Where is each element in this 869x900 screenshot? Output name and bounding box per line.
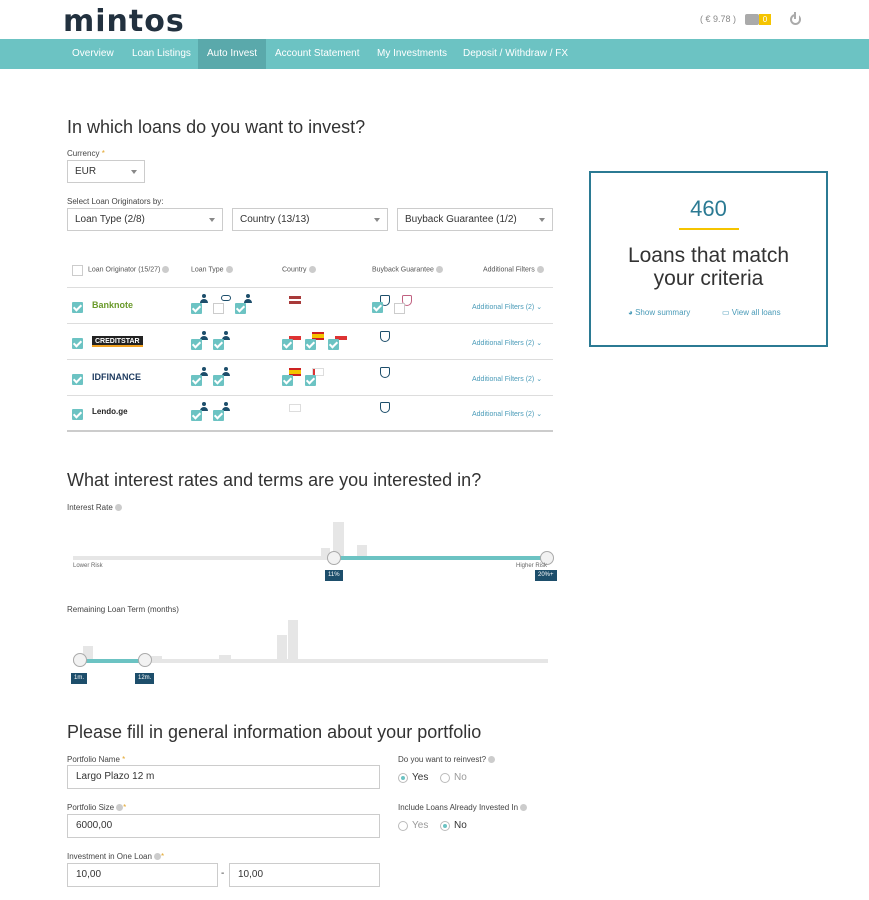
nav-deposit-withdraw[interactable]: Deposit / Withdraw / FX [463,48,569,59]
included-yes-radio[interactable] [398,821,408,831]
info-icon[interactable] [115,504,122,511]
loan-type-checkbox[interactable] [191,339,202,350]
term-min-handle[interactable] [73,653,87,667]
buyback-checkbox[interactable] [394,303,405,314]
divider [67,359,553,360]
info-icon[interactable] [154,853,161,860]
higher-risk-label: Higher Risk [516,563,548,569]
range-separator: - [221,868,225,879]
buyback-filter[interactable]: Buyback Guarantee (1/2) [397,208,553,231]
match-count: 460 [690,196,727,221]
nav-overview[interactable]: Overview [72,48,114,59]
col-country: Country [282,266,316,273]
mintos-logo[interactable]: mintos [63,4,185,39]
additional-filters-link[interactable]: Additional Filters (2) ⌄ [472,340,543,347]
portfolio-size-label: Portfolio Size * [67,803,127,812]
reinvest-label: Do you want to reinvest? [398,755,495,764]
portfolio-name-label: Portfolio Name * [67,755,126,764]
chevron-down-icon [131,170,137,174]
interest-max-tag: 20%+ [535,570,557,581]
col-additional-filters: Additional Filters [483,266,544,273]
col-loan-originator: Loan Originator (15/27) [88,266,169,273]
country-checkbox[interactable] [282,339,293,350]
loan-type-checkbox[interactable] [213,303,224,314]
main-nav [0,39,869,69]
included-yes-label[interactable]: Yes [412,820,429,831]
interest-rate-range [334,556,547,560]
col-loan-type: Loan Type [191,266,233,273]
country-checkbox[interactable] [282,375,293,386]
info-icon[interactable] [162,266,169,273]
loan-type-checkbox[interactable] [213,375,224,386]
section-title-loans: In which loans do you want to invest? [67,117,366,137]
included-label: Include Loans Already Invested In [398,803,527,812]
match-text: Loans that match your criteria [627,244,790,290]
info-icon[interactable] [488,756,495,763]
country-checkbox[interactable] [305,375,316,386]
lower-risk-label: Lower Risk [73,563,103,569]
chevron-down-icon [539,218,545,222]
portfolio-size-input[interactable]: 6000,00 [67,814,380,838]
select-all-checkbox[interactable] [72,265,83,276]
nav-loan-listings[interactable]: Loan Listings [132,48,191,59]
country-flag-icon [289,404,301,412]
shield-icon [380,402,390,413]
originator-checkbox[interactable] [72,302,83,313]
country-checkbox[interactable] [328,339,339,350]
portfolio-name-input[interactable]: Largo Plazo 12 m [67,765,380,789]
investment-label: Investment in One Loan * [67,852,165,861]
shield-icon [380,331,390,342]
interest-min-handle[interactable] [327,551,341,565]
currency-select[interactable]: EUR [67,160,145,183]
count-underline [679,228,739,230]
loan-type-checkbox[interactable] [213,410,224,421]
col-buyback: Buyback Guarantee [372,266,443,273]
currency-label: Currency * [67,149,105,158]
view-all-loans-link[interactable]: ▭ View all loans [722,308,781,317]
term-max-tag: 12m. [135,673,154,684]
divider [67,395,553,396]
country-checkbox[interactable] [305,339,316,350]
country-filter[interactable]: Country (13/13) [232,208,388,231]
term-min-tag: 1m. [71,673,87,684]
section-title-rates: What interest rates and terms are you interested in? [67,470,482,490]
originator-checkbox[interactable] [72,374,83,385]
wallet-icon[interactable] [745,14,759,25]
investment-max-input[interactable]: 10,00 [229,863,380,887]
interest-rate-label: Interest Rate [67,503,122,512]
account-balance: ( € 9.78 ) [700,14,737,24]
logout-power-icon[interactable] [790,14,801,25]
originator-checkbox[interactable] [72,338,83,349]
divider [67,323,553,324]
loan-type-checkbox[interactable] [191,410,202,421]
wallet-count-badge: 0 [759,14,771,25]
pie-chart-icon: ◕ [628,308,633,317]
included-no-radio[interactable] [440,821,450,831]
additional-filters-link[interactable]: Additional Filters (2) ⌄ [472,411,543,418]
reinvest-yes-radio[interactable] [398,773,408,783]
investment-min-input[interactable]: 10,00 [67,863,218,887]
included-no-label[interactable]: No [454,820,467,831]
loan-type-checkbox[interactable] [213,339,224,350]
term-range [80,659,145,663]
loan-type-filter[interactable]: Loan Type (2/8) [67,208,223,231]
nav-auto-invest[interactable]: Auto Invest [198,39,266,69]
interest-min-tag: 11% [325,570,343,581]
country-flag-icon [289,296,301,304]
reinvest-no-label[interactable]: No [454,772,467,783]
list-icon: ▭ [722,308,730,317]
info-icon[interactable] [309,266,316,273]
loan-type-checkbox[interactable] [235,303,246,314]
show-summary-link[interactable]: ◕ Show summary [628,308,691,317]
additional-filters-link[interactable]: Additional Filters (2) ⌄ [472,304,543,311]
reinvest-yes-label[interactable]: Yes [412,772,429,783]
nav-account-statement[interactable]: Account Statement [275,48,360,59]
histogram-bar [288,620,298,660]
originator-checkbox[interactable] [72,409,83,420]
info-icon[interactable] [537,266,544,273]
info-icon[interactable] [436,266,443,273]
term-label: Remaining Loan Term (months) [67,605,179,614]
loan-type-icon [221,295,231,301]
histogram-bar [277,635,287,660]
originator-logo-creditstar: CREDITSTAR [92,336,143,347]
select-by-label: Select Loan Originators by: [67,197,164,206]
chevron-down-icon [374,218,380,222]
info-icon[interactable] [226,266,233,273]
divider [67,430,553,432]
nav-my-investments[interactable]: My Investments [377,48,448,59]
loan-type-checkbox[interactable] [191,303,202,314]
loan-type-checkbox[interactable] [191,375,202,386]
section-title-portfolio: Please fill in general information about your portfolio [67,722,482,742]
additional-filters-link[interactable]: Additional Filters (2) ⌄ [472,376,543,383]
divider [67,287,553,288]
reinvest-no-radio[interactable] [440,773,450,783]
term-max-handle[interactable] [138,653,152,667]
info-icon[interactable] [520,804,527,811]
originator-logo-idfinance: IDFINANCE [92,372,141,382]
chevron-down-icon [209,218,215,222]
buyback-checkbox[interactable] [372,302,383,313]
originator-logo-lendo: Lendo.ge [92,407,128,416]
shield-icon [380,367,390,378]
originator-logo-banknote: Banknote [92,300,134,310]
